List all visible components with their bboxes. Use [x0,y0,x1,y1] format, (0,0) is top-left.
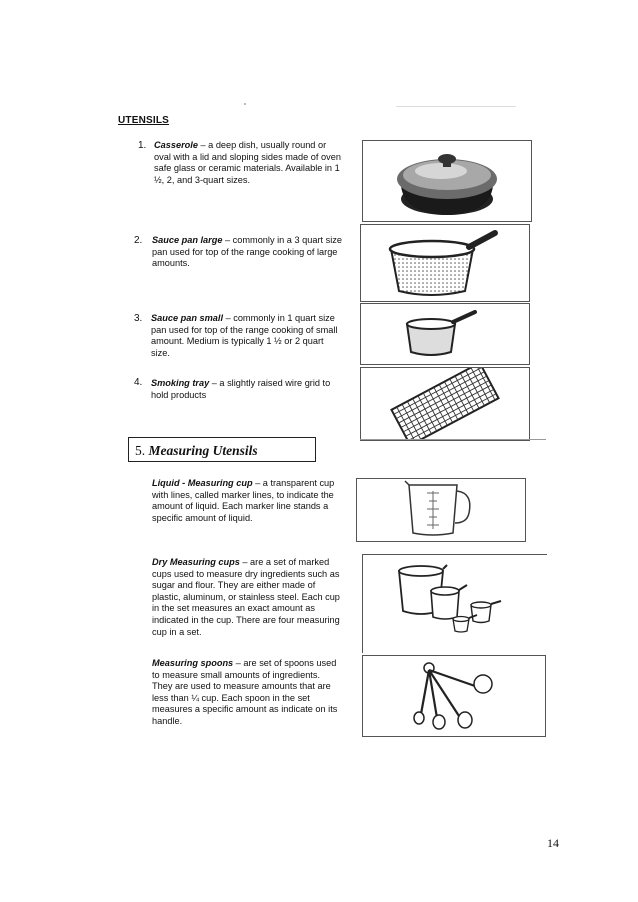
wire-rack-icon [360,367,530,441]
item-dry-measuring-cups [152,557,342,638]
item-description: – commonly in 1 quart size pan used for top of the range cooking of small amount. Medium is typically 1 ½ or 2 quart size. [151,313,338,358]
item-description: – a deep dish, usually round or oval with a lid and sloping sides made of oven safe glass or ceramic materials. Available in 1 ½, 2, and 3-quart sizes. [154,140,341,185]
liquid-measuring-cup-icon [356,478,526,542]
section-title: Measuring Utensils [148,443,258,458]
item-term: Measuring spoons [152,658,234,668]
casserole-icon [362,140,532,222]
divider [360,439,546,440]
item-number: 1. [138,140,147,151]
item-number: 3. [134,313,143,324]
measuring-spoons-icon [362,655,546,737]
page-number: 14 [547,836,559,850]
scan-mark [244,103,246,105]
item-term: Liquid - Measuring cup [152,478,253,488]
item-smoking-tray [151,378,341,401]
item-description: – commonly in a 3 quart size pan used for top of the range cooking of large amounts. [152,235,342,269]
item-casserole [154,140,344,186]
item-number: 4. [134,377,143,388]
item-term: Casserole [154,140,198,150]
dry-measuring-cups-icon [362,554,547,653]
item-term: Sauce pan large [152,235,223,245]
item-description: – a slightly raised wire grid to hold products [151,378,331,400]
item-liquid-measuring-cup [152,478,342,524]
item-term: Sauce pan small [151,313,224,323]
small-saucepan-icon [360,303,530,365]
scan-mark [396,106,516,107]
item-term: Dry Measuring cups [152,557,240,567]
item-saucepan-small [151,313,341,359]
item-description: – are a set of marked cups used to measure dry ingredients such as sugar and flour. They are either made of plastic, aluminum, or stainless steel. Each cup in the set measures an exact amount as indicated in the cup. There are four measuring cup in a set. [152,557,340,637]
item-number: 2. [134,235,143,246]
item-saucepan-large [152,235,342,270]
item-measuring-spoons [152,658,342,728]
section-number: 5. [135,443,146,458]
large-saucepan-icon [360,224,530,302]
section-heading [128,437,316,462]
page-heading: UTENSILS [118,115,170,126]
item-description: – a transparent cup with lines, called marker lines, to indicate the amount of liquid. Each marker line stands a specific amount of liquid. [152,478,335,523]
item-description: – are set of spoons used to measure small amounts of ingredients. They are used to measure amounts that are less than ¼ cup. Each spoon in the set measures a specific amount as indicate on its handle. [152,658,338,726]
item-term: Smoking tray [151,378,210,388]
